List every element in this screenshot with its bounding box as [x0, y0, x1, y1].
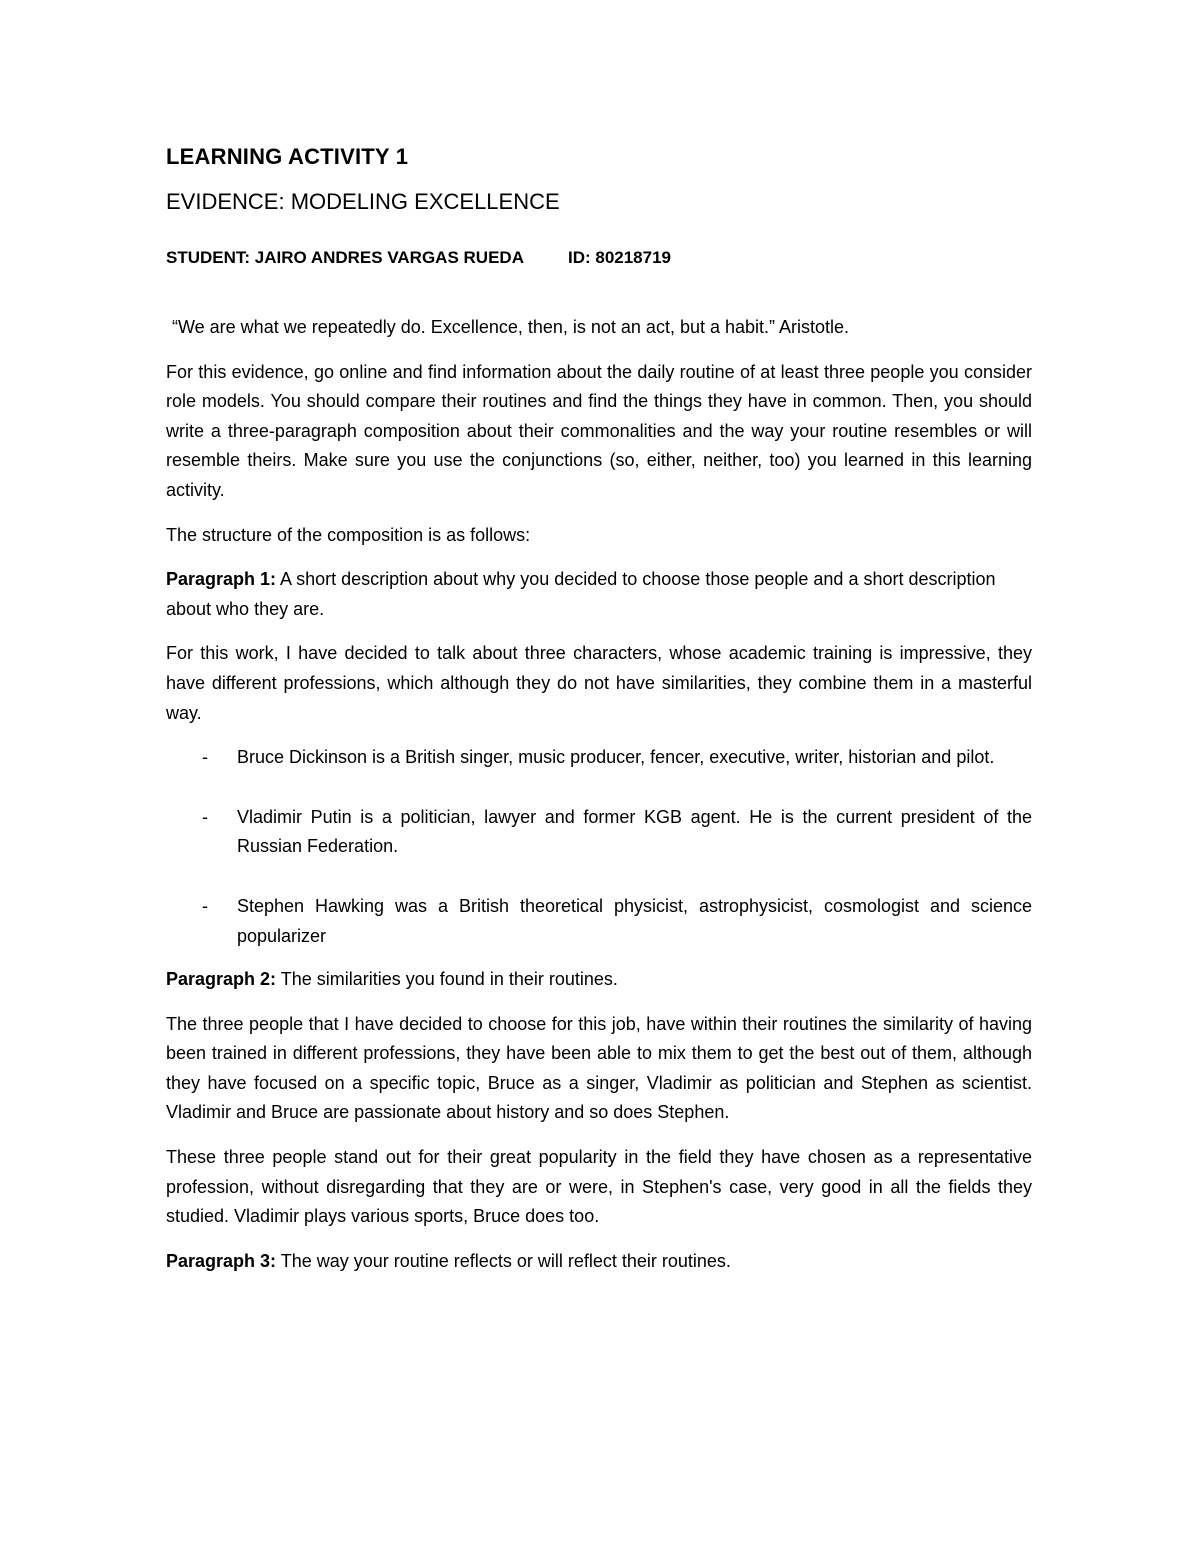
student-id: ID: 80218719 — [567, 248, 672, 267]
paragraph-3-description: The way your routine reflects or will reflect their routines. — [276, 1250, 731, 1271]
document-title: LEARNING ACTIVITY 1 — [166, 144, 409, 169]
paragraph-2-description: The similarities you found in their routines. — [276, 969, 618, 990]
student-line — [166, 245, 1032, 271]
list-item-text: Vladimir Putin is a politician, lawyer and former KGB agent. He is the current president of the Russian Federation. — [237, 806, 1032, 857]
paragraph-3-label: Paragraph 3: — [166, 1250, 277, 1271]
list-item — [166, 803, 1032, 862]
paragraph-1-prompt — [166, 565, 1032, 624]
paragraph-2-answer-2: These three people stand out for their great popularity in the field they have chosen as a representative profession, without disregarding that they are or were, in Stephen's case, very good in all the fields they studied. Vladimir plays various sports, Bruce does too. — [166, 1147, 1032, 1227]
list-item-text: Stephen Hawking was a British theoretical physicist, astrophysicist, cosmologist and science popularizer — [237, 895, 1032, 946]
document-page — [166, 140, 1032, 1291]
bullet-marker: - — [202, 895, 208, 916]
student-name: STUDENT: JAIRO ANDRES VARGAS RUEDA — [166, 248, 524, 267]
paragraph-1-answer: For this work, I have decided to talk about three characters, whose academic training is impressive, they have different professions, which although they do not have similarities, they combine them in a masterful way. — [166, 643, 1032, 723]
list-item-text: Bruce Dickinson is a British singer, music producer, fencer, executive, writer, historian and pilot. — [237, 747, 995, 768]
structure-intro: The structure of the composition is as follows: — [166, 524, 531, 545]
paragraph-2-answer-1: The three people that I have decided to choose for this job, have within their routines the similarity of having been trained in different professions, they have been able to mix them to get the best out of them, although they have focused on a specific topic, Bruce as a singer, Vladimir as politician and Stephen as scientist. Vladimir and Bruce are passionate about history and so does Stephen. — [166, 1013, 1032, 1123]
paragraph-2-prompt — [166, 965, 1032, 995]
role-models-list — [166, 743, 1032, 951]
paragraph-1-label: Paragraph 1: — [166, 569, 277, 590]
list-item — [166, 892, 1032, 951]
document-subtitle: EVIDENCE: MODELING EXCELLENCE — [166, 189, 560, 214]
aristotle-quote: “We are what we repeatedly do. Excellence, then, is not an act, but a habit.” Aristotle. — [172, 317, 850, 337]
instructions-paragraph: For this evidence, go online and find information about the daily routine of at least three people you consider role models. You should compare their routines and find the things they have in common. Then, you should write a three-paragraph composition about their commonalities and the way your routine resembles or will resemble theirs. Make sure you use the conjunctions (so, either, neither, too) you learned in this learning activity. — [166, 361, 1032, 500]
paragraph-1-description: A short description about why you decided to choose those people and a short description about who they are. — [166, 569, 996, 619]
bullet-marker: - — [202, 806, 208, 827]
paragraph-2-label: Paragraph 2: — [166, 969, 277, 990]
paragraph-3-prompt — [166, 1247, 1032, 1277]
bullet-marker: - — [202, 747, 208, 768]
list-item — [166, 743, 1032, 773]
